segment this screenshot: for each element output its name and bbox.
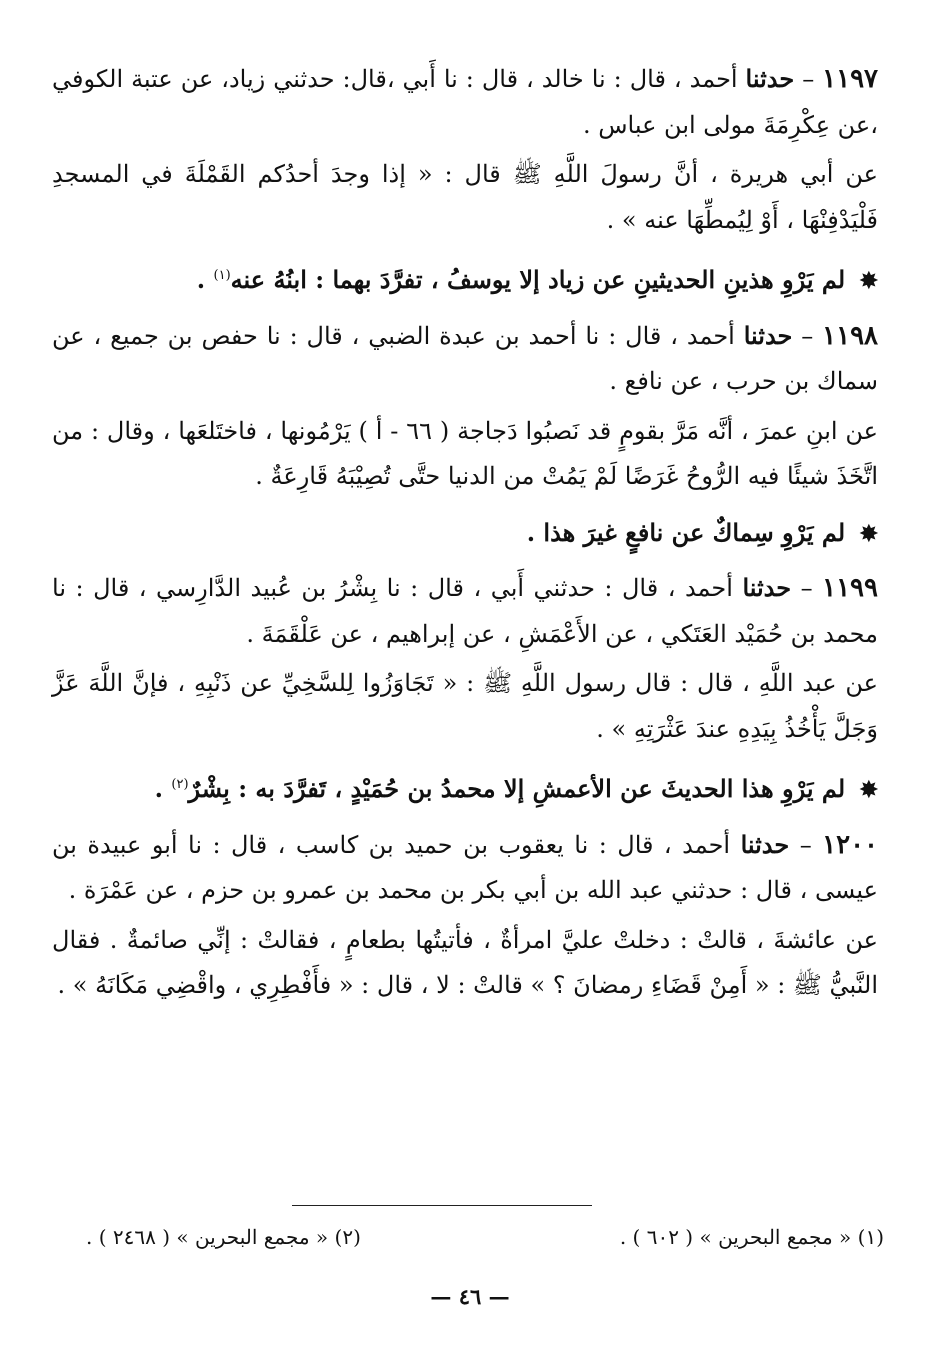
footnote-ref[interactable]: (١) <box>213 268 231 283</box>
note-marker-icon: ✸ <box>859 777 878 803</box>
dash: – <box>802 65 815 93</box>
hadith-isnad <box>52 56 878 148</box>
note-text: لم يَرْوِ هذا الحديثَ عن الأعمشِ إلا محمدُ بن حُمَيْدٍ ، تَفرَّدَ به : بِشْرٌ <box>188 774 846 803</box>
hadith-note <box>52 762 878 814</box>
note-end: . <box>526 517 536 547</box>
hadith-note <box>52 253 878 305</box>
hadith-isnad <box>52 565 878 657</box>
haddathana-lead: حدثنا <box>745 64 795 93</box>
note-marker-icon: ✸ <box>859 268 878 294</box>
hadith-isnad <box>52 822 878 914</box>
hadith-isnad <box>52 313 878 405</box>
isnad-text: أحمد ، قال : نا خالد ، قال : نا أَبي ،قال: حدثني زياد، عن عتبة الكوفي ،عن عِكْرِمَةَ مولى ابن عباس . <box>52 65 878 139</box>
isnad-text: أحمد ، قال : حدثني أَبي ، قال : نا بِشْرُ بن عُبيد الدَّارِسي ، قال : نا محمد بن حُمَيْد العَتَكي ، عن الأَعْمَشِ ، عن إبراهيم ، عن عَلْقَمَةَ . <box>52 574 878 648</box>
hadith-number: ١١٩٨ <box>822 320 878 351</box>
dash: – <box>801 321 814 350</box>
hadith-number: ١٢٠٠ <box>822 829 878 860</box>
hadith-note <box>52 510 878 558</box>
note-text: لم يَرْوِ سِماكٌ عن نافعٍ غيرَ هذا <box>543 517 846 547</box>
hadith-number: ١١٩٩ <box>822 573 878 603</box>
dash: – <box>800 574 813 602</box>
dash: – <box>799 830 812 859</box>
hadith-matn: عن عائشةَ ، قالتْ : دخلتْ عليَّ امرأةٌ ، فأتيتُها بطعامٍ ، فقالتْ : إنِّي صائمةٌ . فقال النَّبيُّ ﷺ : « أَمِنْ قَضَاءِ رمضانَ ؟ » قالتْ : لا ، قال : « فأَفْطِرِي ، واقْضِي مَكَانَهُ » . <box>52 925 878 999</box>
note-text: لم يَرْوِ هذينِ الحديثينِ عن زياد إلا يوسفُ ، تفرَّدَ بهما : ابنُهُ عنه <box>230 265 846 294</box>
footnote-ref[interactable]: (٢) <box>171 777 189 792</box>
hadith-matn: عن عبد اللَّهِ ، قال : قال رسول اللَّهِ ﷺ : « تَجَاوَزُوا لِلسَّخِيِّ عن ذَنْبِهِ ، فإنَّ اللَّهَ عَزَّ وَجَلَّ يَأْخُذُ بِيَدِهِ عندَ عَثْرَتِهِ » . <box>52 669 878 743</box>
footnote-2: (٢) « مجمع البحرين » ( ٢٤٦٨ ) . <box>86 1225 361 1249</box>
note-end: . <box>196 265 206 294</box>
footnote-1: (١) « مجمع البحرين » ( ٦٠٢ ) . <box>619 1225 884 1249</box>
page-number: — ٤٦ — <box>430 1284 510 1309</box>
footnote-divider <box>292 1205 592 1206</box>
haddathana-lead: حدثنا <box>740 829 790 859</box>
hadith-number: ١١٩٧ <box>822 64 879 94</box>
isnad-text: أحمد ، قال : نا أحمد بن عبدة الضبي ، قال : نا حفص بن جميع ، عن سماك بن حرب ، عن نافع . <box>52 321 878 395</box>
note-end: . <box>154 774 164 803</box>
hadith-matn: عن أبي هريرة ، أنَّ رسولَ اللَّهِ ﷺ قال : « إذا وجدَ أحدُكم القَمْلَةَ في المسجدِ فَلْيَدْفِنْهَا ، أَوْ لِيُمطِّهَا عنه » . <box>52 160 878 234</box>
haddathana-lead: حدثنا <box>742 573 792 602</box>
footnotes <box>86 1222 884 1252</box>
note-marker-icon: ✸ <box>859 520 878 547</box>
haddathana-lead: حدثنا <box>743 320 793 350</box>
isnad-text: أحمد ، قال : نا يعقوب بن حميد بن كاسب ، قال : نا أبو عبيدة بن عيسى ، قال : حدثني عبد الله بن أبي بكر بن محمد بن عمرو بن حزم ، عن عَمْرَة . <box>52 830 878 904</box>
hadith-matn: عن ابنِ عمرَ ، أنَّه مَرَّ بقومٍ قد نَصبُوا دَجاجة ( ٦٦ - أ ) يَرْمُونها ، فاختَلعَها ، وقال : من اتَّخَذَ شيئًا فيه الرُّوحُ غَرَضًا لَمْ يَمُتْ من الدنيا حتَّى تُصِيْبَهُ قَارِعَةٌ . <box>52 416 879 490</box>
